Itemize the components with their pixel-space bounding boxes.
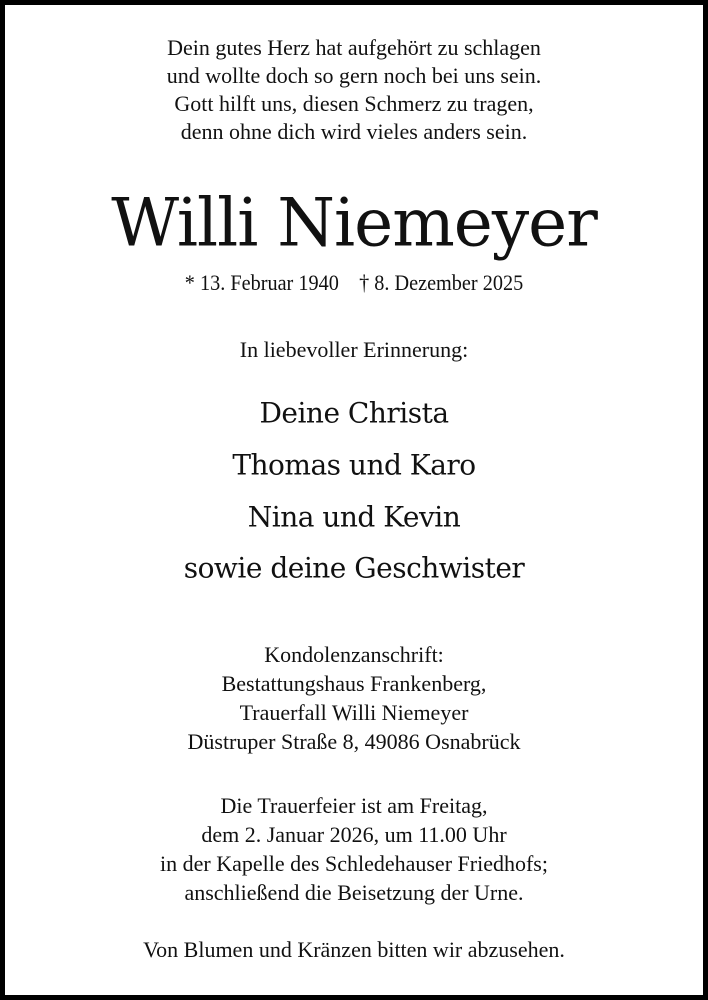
condolence-line: Düstruper Straße 8, 49086 Osnabrück	[187, 729, 521, 754]
condolence-line: Bestattungshaus Frankenberg,	[221, 671, 487, 696]
funeral-line: dem 2. Januar 2026, um 11.00 Uhr	[201, 822, 507, 847]
life-dates: * 13. Februar 1940 † 8. Dezember 2025	[184, 270, 524, 295]
mourner: Nina und Kevin	[247, 500, 461, 534]
funeral-line: in der Kapelle des Schledehauser Friedhofs;	[160, 851, 548, 876]
mourner: Deine Christa	[259, 396, 449, 430]
funeral-line: anschließend die Beisetzung der Urne.	[184, 880, 524, 905]
remembrance-intro: In liebevoller Erinnerung:	[239, 337, 469, 362]
mourner: sowie deine Geschwister	[183, 551, 525, 585]
verse-line: und wollte doch so gern noch bei uns sein.	[166, 63, 542, 88]
verse-line: Gott hilft uns, diesen Schmerz zu tragen,	[174, 91, 534, 116]
deceased-name: Willi Niemeyer	[111, 184, 597, 262]
condolence-line: Trauerfall Willi Niemeyer	[239, 700, 469, 725]
mourner: Thomas und Karo	[232, 448, 476, 482]
condolence-line: Kondolenzanschrift:	[264, 642, 444, 667]
funeral-line: Die Trauerfeier ist am Freitag,	[220, 793, 488, 818]
closing-note: Von Blumen und Kränzen bitten wir abzusehen.	[143, 937, 565, 962]
verse-line: denn ohne dich wird vieles anders sein.	[180, 119, 528, 144]
verse-line: Dein gutes Herz hat aufgehört zu schlagen	[167, 35, 541, 60]
